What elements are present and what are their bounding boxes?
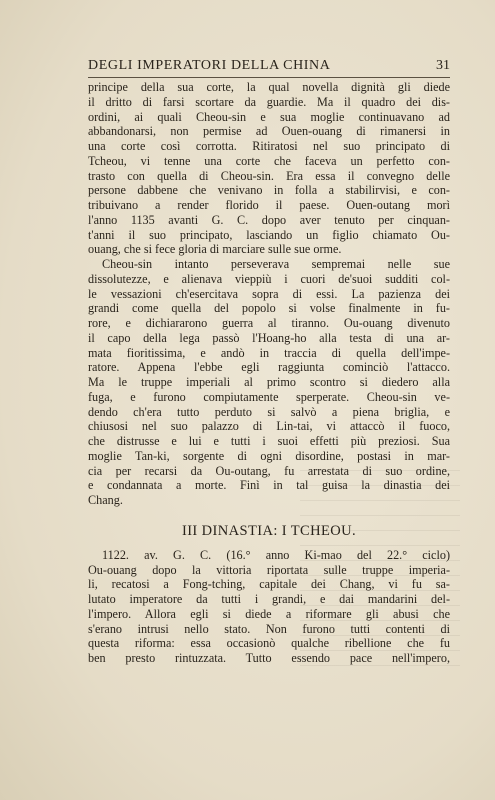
text-line: l'anno 1135 avanti G. C. dopo aver tenuto per cinquan- <box>88 212 450 227</box>
text-line: questa riforma: essa occasionò qualche ribellione che fu <box>88 636 450 651</box>
text-line: cia per recarsi da Ou-outang, fu arrestata di suo ordine, <box>88 463 450 478</box>
text-line: ratore. Appena l'ebbe egli raggiunta cominciò l'attacco. <box>88 360 450 375</box>
text-line: Chang. <box>88 493 123 507</box>
text-line: trasto con quella di Cheou-sin. Era essa il convegno delle <box>88 168 450 183</box>
text-line: fuga, e furono compiutamente sperperate. Cheou-sin ve- <box>88 389 450 404</box>
section-spacer <box>88 508 450 514</box>
text-line: t'anni il suo principato, lasciando un figlio chiamato Ou- <box>88 227 450 242</box>
text-line: abbandonarsi, non permise ad Ouen-ouang di rimanersi in <box>88 124 450 139</box>
text-line: 1122. av. G. C. (16.° anno Ki-mao del 22.° ciclo) <box>102 547 450 562</box>
text-line: Tcheou, vi tenne una corte che faceva un perfetto con- <box>88 153 450 168</box>
text-line: il capo della lega passò l'Hoang-ho alla testa di una ar- <box>88 330 450 345</box>
text-line: Ou-ouang dopo la vittoria riportata sulle truppe imperia- <box>88 562 450 577</box>
text-line: che distrusse e lui e tutti i suoi effetti più preziosi. Sua <box>88 434 450 448</box>
text-line: Ma le truppe imperiali al primo scontro si diedero alla <box>88 375 450 389</box>
paragraph-2 <box>88 257 450 508</box>
text-line: moglie Tan-ki, sorgente di ogni disordine, postasi in mar- <box>88 448 450 463</box>
text-line: lutato imperatore da tutti i grandi, e dai mandarini del- <box>88 592 450 606</box>
text-line: tribuivano a render florido il paese. Ouen-outang morì <box>88 198 450 212</box>
text-line: le vessazioni ch'esercitava sopra di essi. La pazienza dei <box>88 286 450 301</box>
header-rule <box>88 77 450 78</box>
text-line: e condannata a morte. Finì in tal guisa la dinastia dei <box>88 478 450 493</box>
text-line: li, recatosi a Fong-tching, capitale dei Chang, vi fu sa- <box>88 577 450 592</box>
text-line: chiusosi nel suo palazzo di Lin-tai, vi attaccò il fuoco, <box>88 419 450 434</box>
text-line: persone dabbene che venivano in folla a stabilirvisi, e con- <box>88 183 450 198</box>
text-line: il dritto di farsi scortare da guardie. Ma il quadro dei dis- <box>88 94 450 109</box>
paragraph-1 <box>88 80 450 257</box>
text-line: una corte così corrotta. Ritiratosi nel suo principato di <box>88 139 450 153</box>
text-line: principe della sua corte, la qual novella dignità gli diede <box>88 80 450 94</box>
text-line: ouang, che si fece gloria di marciare sulle sue orme. <box>88 242 342 257</box>
text-line: grandi come quella del popolo si volse finalmente in fu- <box>88 301 450 316</box>
text-line: dendo ch'era tutto perduto si salvò a piena briglia, e <box>88 404 450 419</box>
running-title: DEGLI IMPERATORI DELLA CHINA <box>88 58 331 73</box>
text-line: ordini, ai quali Cheou-sin e sua moglie continuavano ad <box>88 109 450 124</box>
body-text <box>88 80 450 666</box>
text-line: mata fioritissima, e andò in traccia di quella dell'impe- <box>88 345 450 360</box>
text-line: dissolutezze, e alienava vieppiù i cuori de'suoi sudditi col- <box>88 271 450 286</box>
text-line: s'erano intrusi nello stato. Non furono tutti contenti di <box>88 621 450 636</box>
paragraph-3 <box>88 548 450 666</box>
text-line: Cheou-sin intanto perseverava sempremai nelle sue <box>102 257 450 271</box>
page-header <box>88 58 450 78</box>
text-line: rore, e dichiararono guerra al tiranno. Ou-ouang divenuto <box>88 316 450 330</box>
page-number: 31 <box>436 58 450 73</box>
section-heading: III DINASTIA: I TCHEOU. <box>181 522 357 539</box>
text-line: l'impero. Allora egli si diede a riformare gli abusi che <box>88 606 450 621</box>
text-line: ben presto rintuzzata. Tutto essendo pace nell'impero, <box>88 651 450 665</box>
